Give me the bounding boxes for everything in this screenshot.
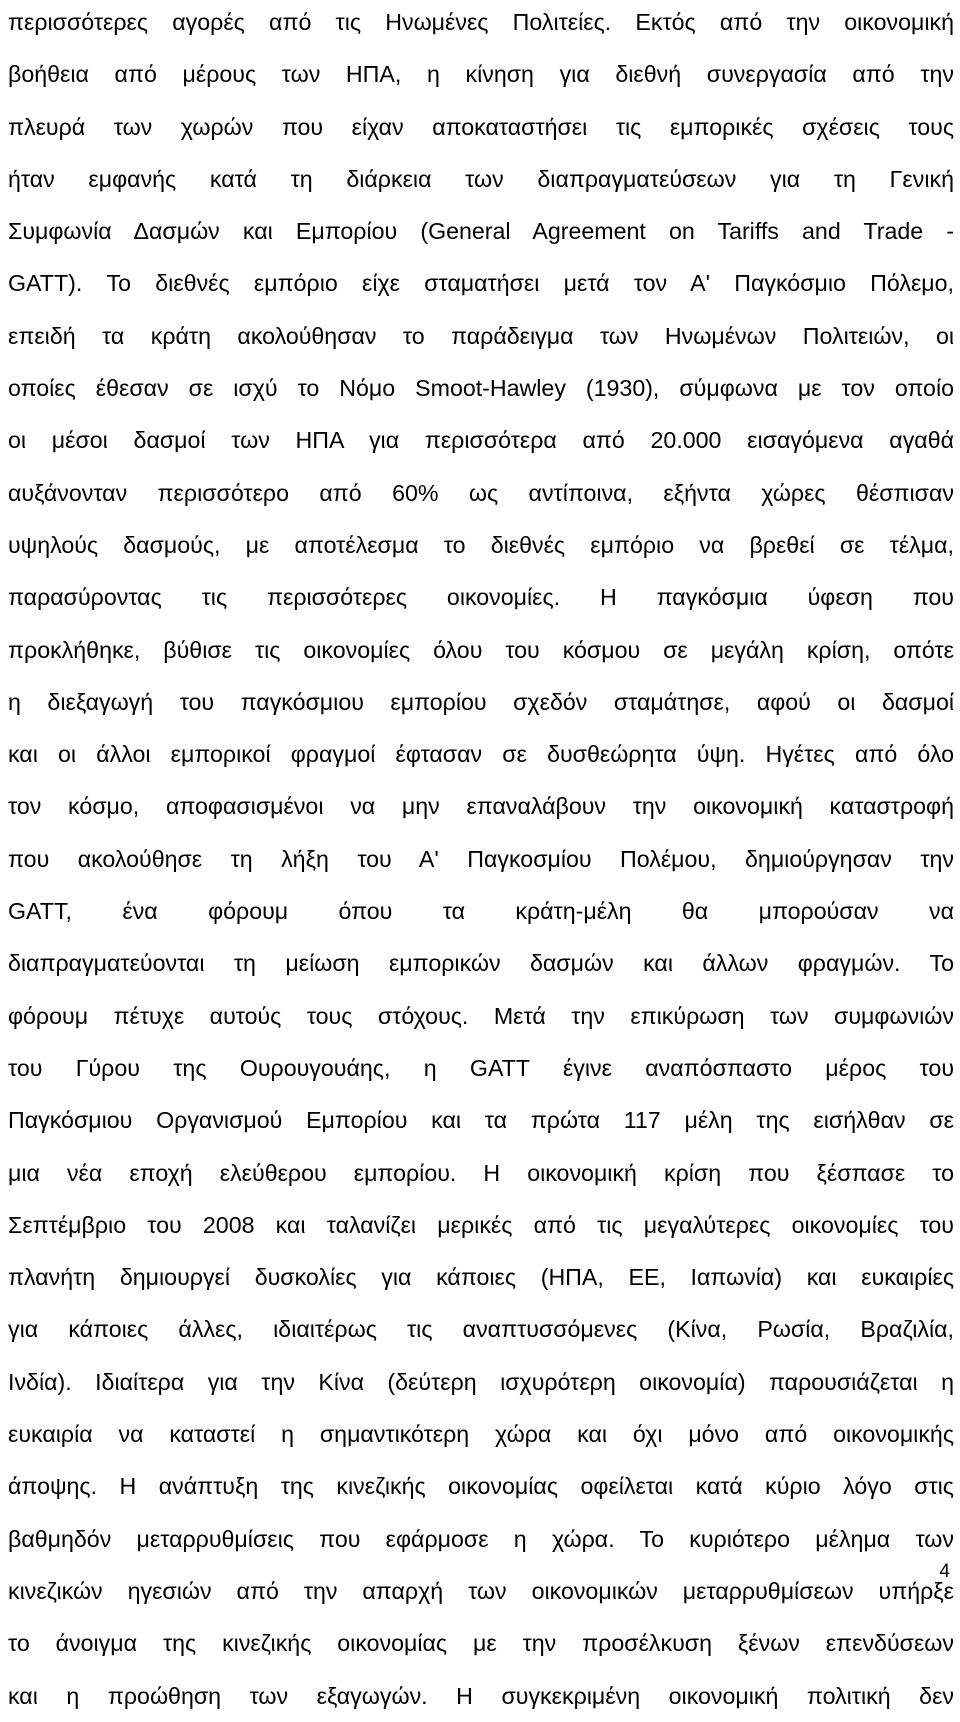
- text-line: πλευρά των χωρών που είχαν αποκαταστήσει τις εμπορικές σχέσεις τους: [8, 113, 954, 140]
- page-number: 4: [939, 1561, 950, 1582]
- text-line: οποίες έθεσαν σε ισχύ το Νόμο Smoot-Hawley (1930), σύμφωνα με τον οποίο: [8, 375, 954, 402]
- text-line: πλανήτη δημιουργεί δυσκολίες για κάποιες (ΗΠΑ, ΕΕ, Ιαπωνία) και ευκαιρίες: [8, 1264, 954, 1291]
- text-line: που ακολούθησε τη λήξη του Α' Παγκοσμίου Πολέμου, δημιούργησαν την: [8, 845, 954, 872]
- text-line: και οι άλλοι εμπορικοί φραγμοί έφτασαν σε δυσθεώρητα ύψη. Ηγέτες από όλο: [8, 741, 954, 768]
- text-line: περισσότερες αγορές από τις Ηνωμένες Πολιτείες. Εκτός από την οικονομική: [8, 9, 954, 35]
- text-line: οι μέσοι δασμοί των ΗΠΑ για περισσότερα από 20.000 εισαγόμενα αγαθά: [8, 427, 954, 454]
- text-line: φόρουμ πέτυχε αυτούς τους στόχους. Μετά την επικύρωση των συμφωνιών: [8, 1002, 954, 1029]
- text-line: παρασύροντας τις περισσότερες οικονομίες. Η παγκόσμια ύφεση που: [8, 584, 954, 611]
- text-line: και η προώθηση των εξαγωγών. Η συγκεκριμένη οικονομική πολιτική δεν: [8, 1682, 954, 1709]
- text-line: βαθμηδόν μεταρρυθμίσεις που εφάρμοσε η χώρα. Το κυριότερο μέλημα των: [8, 1525, 954, 1552]
- text-line: διαπραγματεύονται τη μείωση εμπορικών δασμών και άλλων φραγμών. Το: [8, 950, 954, 977]
- text-line: κινεζικών ηγεσιών από την απαρχή των οικονομικών μεταρρυθμίσεων υπήρξε: [8, 1577, 954, 1604]
- text-line: Συμφωνία Δασμών και Εμπορίου (General Agreement on Tariffs and Trade -: [8, 218, 954, 245]
- text-line: του Γύρου της Ουρουγουάης, η GATT έγινε αναπόσπαστο μέρος του: [8, 1054, 954, 1081]
- text-line: το άνοιγμα της κινεζικής οικονομίας με την προσέλκυση ξένων επενδύσεων: [8, 1630, 954, 1657]
- text-line: υψηλούς δασμούς, με αποτέλεσμα το διεθνές εμπόριο να βρεθεί σε τέλμα,: [8, 531, 954, 558]
- text-line: GATT). Το διεθνές εμπόριο είχε σταματήσει μετά τον Α' Παγκόσμιο Πόλεμο,: [8, 270, 954, 297]
- text-line: αυξάνονταν περισσότερο από 60% ως αντίποινα, εξήντα χώρες θέσπισαν: [8, 479, 954, 506]
- text-line: Σεπτέμβριο του 2008 και ταλανίζει μερικές από τις μεγαλύτερες οικονομίες του: [8, 1211, 954, 1238]
- text-line: GATT, ένα φόρουμ όπου τα κράτη-μέλη θα μπορούσαν να: [8, 898, 954, 925]
- text-line: για κάποιες άλλες, ιδιαιτέρως τις αναπτυσσόμενες (Κίνα, Ρωσία, Βραζιλία,: [8, 1316, 954, 1343]
- body-paragraph: [8, 0, 954, 1722]
- text-line: άποψης. Η ανάπτυξη της κινεζικής οικονομίας οφείλεται κατά κύριο λόγο στις: [8, 1473, 954, 1500]
- text-line: ήταν εμφανής κατά τη διάρκεια των διαπραγματεύσεων για τη Γενική: [8, 165, 954, 192]
- text-line: προκλήθηκε, βύθισε τις οικονομίες όλου του κόσμου σε μεγάλη κρίση, οπότε: [8, 636, 954, 663]
- text-line: ευκαιρία να καταστεί η σημαντικότερη χώρα και όχι μόνο από οικονομικής: [8, 1421, 954, 1448]
- text-line: βοήθεια από μέρους των ΗΠΑ, η κίνηση για διεθνή συνεργασία από την: [8, 61, 954, 88]
- text-line: Παγκόσμιου Οργανισμού Εμπορίου και τα πρώτα 117 μέλη της εισήλθαν σε: [8, 1107, 954, 1134]
- text-line: μια νέα εποχή ελεύθερου εμπορίου. Η οικονομική κρίση που ξέσπασε το: [8, 1159, 954, 1186]
- text-line: τον κόσμο, αποφασισμένοι να μην επαναλάβουν την οικονομική καταστροφή: [8, 793, 954, 820]
- text-line: η διεξαγωγή του παγκόσμιου εμπορίου σχεδόν σταμάτησε, αφού οι δασμοί: [8, 688, 954, 715]
- text-line: Ινδία). Ιδιαίτερα για την Κίνα (δεύτερη ισχυρότερη οικονομία) παρουσιάζεται η: [8, 1368, 954, 1395]
- text-line: επειδή τα κράτη ακολούθησαν το παράδειγμα των Ηνωμένων Πολιτειών, οι: [8, 322, 954, 349]
